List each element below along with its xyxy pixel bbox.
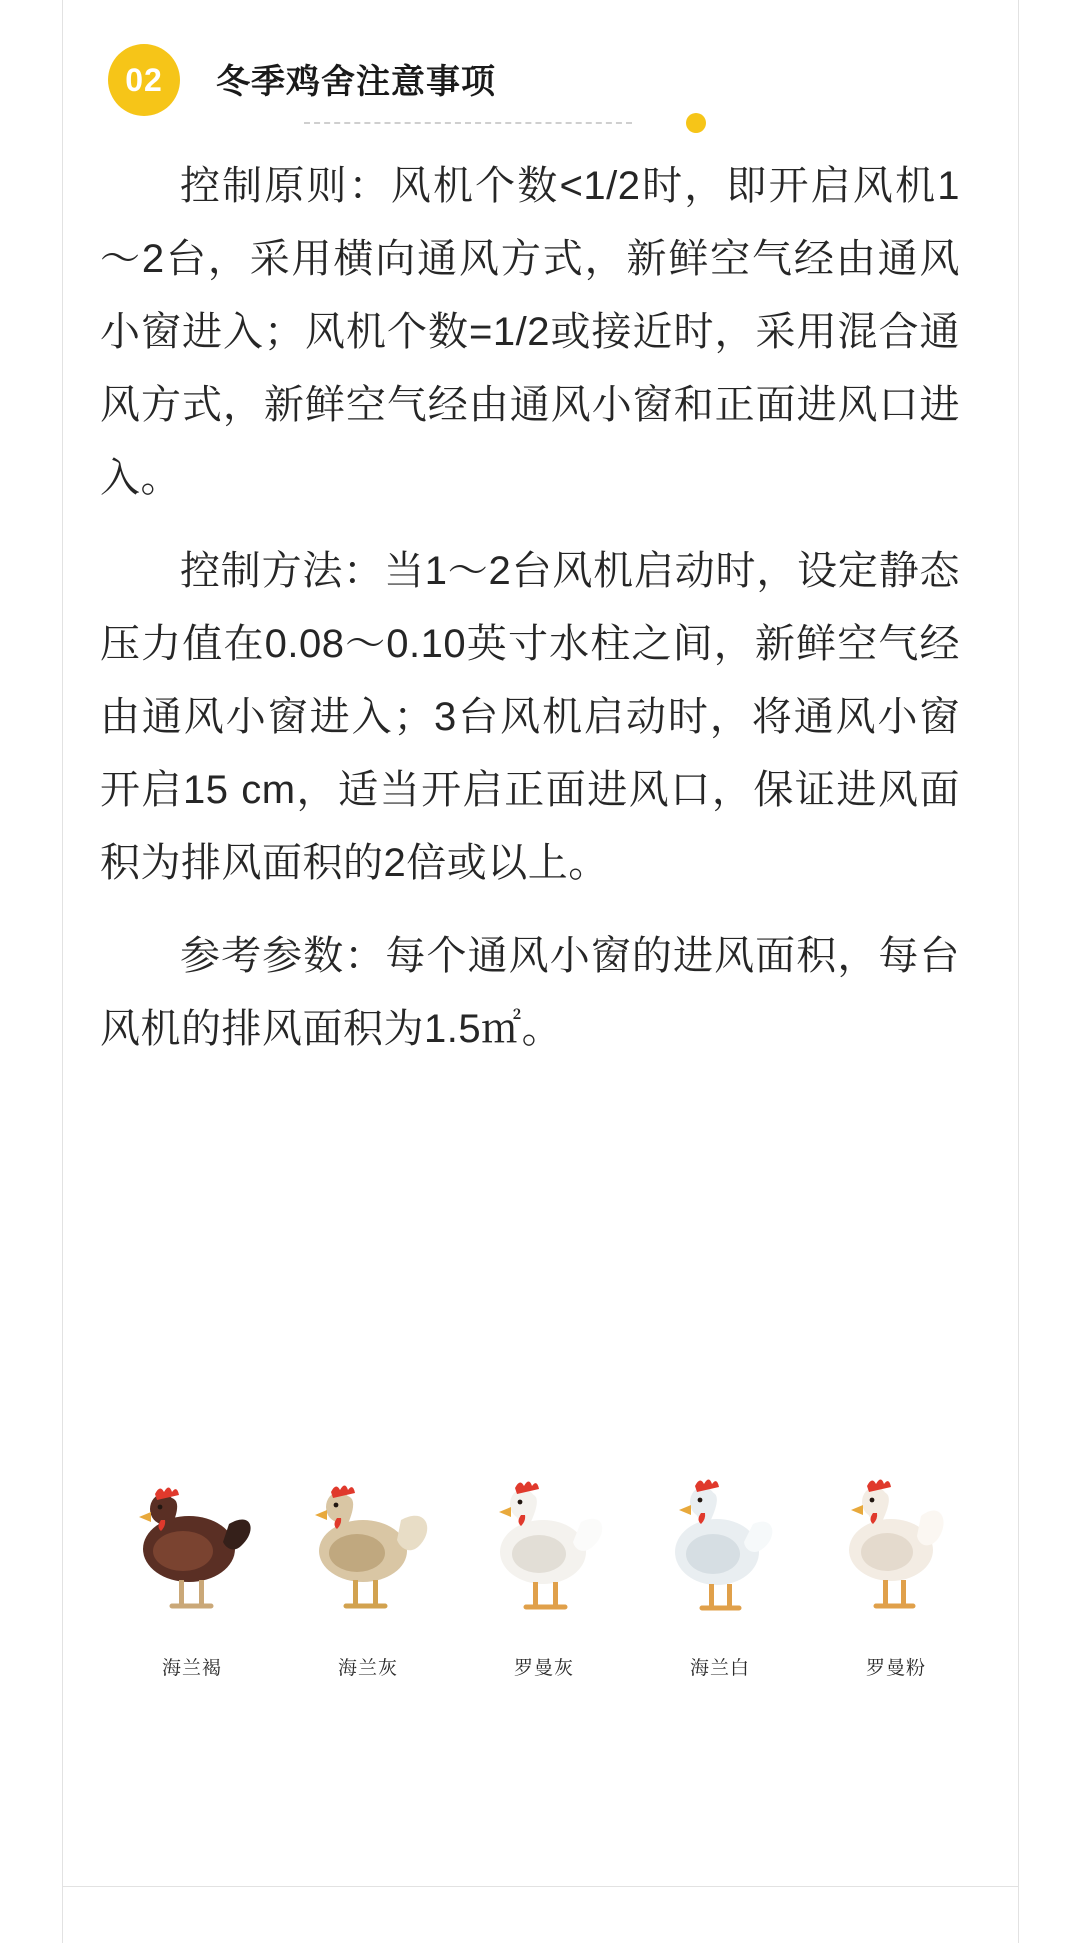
- paragraph-control-principle: 控制原则：风机个数<1/2时，即开启风机1～2台，采用横向通风方式，新鲜空气经由通风小窗进入；风机个数=1/2或接近时，采用混合通风方式，新鲜空气经由通风小窗和正面进风口进入。: [100, 164, 960, 500]
- card-border-left: [62, 0, 63, 1943]
- section-header: [108, 22, 988, 114]
- breed-item: [636, 1454, 804, 1680]
- paragraph-reference-parameters: 参考参数：每个通风小窗的进风面积，每台风机的排风面积为1.5㎡。: [100, 934, 960, 1051]
- breed-item: [108, 1454, 276, 1680]
- breed-caption: 罗曼粉: [865, 1658, 926, 1679]
- breed-caption: 海兰白: [689, 1658, 750, 1679]
- hen-illustration-hyline-white: [645, 1454, 795, 1639]
- header-end-dot: [686, 113, 706, 133]
- section-number-badge: 02: [108, 44, 180, 116]
- hen-illustration-hyline-grey: [293, 1454, 443, 1639]
- breed-item: [812, 1454, 980, 1680]
- card-border-bottom: [62, 1886, 1019, 1887]
- page-title: 冬季鸡舍注意事项: [216, 63, 496, 101]
- header-dashed-rule: [304, 122, 632, 124]
- article-body: [100, 150, 960, 1066]
- hen-illustration-lohmann-pink: [821, 1454, 971, 1639]
- card-border-right: [1018, 0, 1019, 1943]
- breed-item: [460, 1454, 628, 1680]
- hen-illustration-lohmann-grey: [469, 1454, 619, 1639]
- breed-caption: 罗曼灰: [513, 1658, 574, 1679]
- paragraph-control-method: 控制方法：当1～2台风机启动时，设定静态压力值在0.08～0.10英寸水柱之间，新鲜空气经由通风小窗进入；3台风机启动时，将通风小窗开启15 cm，适当开启正面进风口，保证进风面积为排风面积的2倍或以上。: [100, 549, 960, 885]
- breed-caption: 海兰褐: [161, 1658, 222, 1679]
- breed-gallery: [108, 1430, 980, 1680]
- hen-illustration-hyline-brown: [117, 1454, 267, 1639]
- breed-caption: 海兰灰: [337, 1658, 398, 1679]
- breed-item: [284, 1454, 452, 1680]
